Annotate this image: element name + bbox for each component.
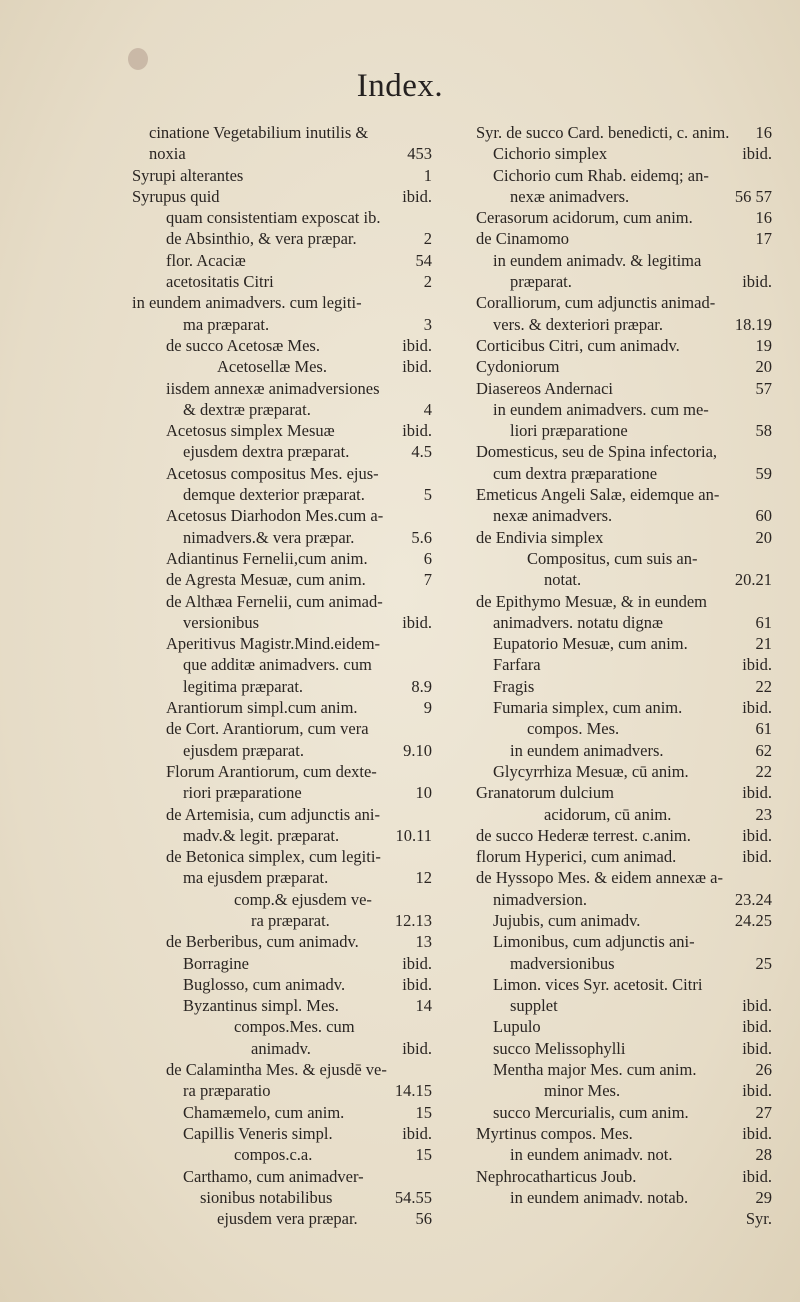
entry-page-ref: ibid. [742,1166,772,1186]
entry-page-ref: 23 [755,804,772,824]
index-entry [476,505,772,526]
entry-page-ref: ibid. [402,974,432,994]
index-entry [476,186,772,207]
index-entry [132,292,432,313]
index-entry [132,335,432,356]
index-entry [132,122,432,143]
index-entry [476,207,772,228]
index-entry [476,250,772,271]
entry-text: Cichorio simplex [493,144,608,164]
entry-page-ref: 2 [423,272,432,292]
entry-text: noxia [149,144,186,164]
index-entry [476,1123,772,1144]
left-index-column [132,122,432,1229]
index-entry [476,889,772,910]
index-entry [476,867,772,888]
index-entry [132,165,432,186]
entry-text: Cichorio cum Rhab. eidemq; an- [493,165,709,185]
index-entry [132,1144,432,1165]
entry-text: sionibus notabilibus [200,1187,333,1207]
index-entry [476,1059,772,1080]
entry-page-ref: 23.24 [734,889,772,909]
entry-page-ref: ibid. [402,186,432,206]
index-entry [476,953,772,974]
entry-text: quam consistentiam exposcat ib. [166,208,381,228]
index-entry [132,995,432,1016]
entry-text: riori præparatione [183,783,302,803]
entry-text: Borragine [183,953,249,973]
index-entry [476,271,772,292]
index-entry [132,825,432,846]
entry-page-ref: ibid. [742,847,772,867]
entry-text: de Hyssopo Mes. & eidem annexæ a- [476,868,723,888]
entry-page-ref: 61 [755,719,772,739]
entry-text: flor. Acaciæ [166,250,246,270]
entry-text: Farfara [493,655,541,675]
entry-text: & dextræ præparat. [183,399,311,419]
index-entry [132,1123,432,1144]
index-entry [132,186,432,207]
page-title: Index. [356,68,444,104]
entry-text: Buglosso, cum animadv. [183,974,346,994]
index-entry [132,399,432,420]
entry-text: in eundem animadv. not. [510,1145,673,1165]
entry-text: de Cinamomo [476,229,570,249]
entry-page-ref: 8.9 [411,676,432,696]
index-entry [476,1208,772,1229]
entry-page-ref: 17 [755,229,772,249]
index-entry [132,740,432,761]
entry-text: Granatorum dulcium [476,783,614,803]
entry-page-ref: ibid. [402,1123,432,1143]
index-entry [132,1038,432,1059]
entry-text: Mentha major Mes. cum anim. [493,1060,697,1080]
entry-page-ref: 56 57 [734,186,772,206]
index-entry [476,378,772,399]
entry-text: ma præparat. [183,314,270,334]
entry-text: succo Mercurialis, cum anim. [493,1102,689,1122]
entry-text: supplet [510,996,558,1016]
index-entry [132,1059,432,1080]
index-entry [132,143,432,164]
entry-page-ref: 18.19 [734,314,772,334]
entry-text: madversionibus [510,953,615,973]
entry-text: Acetosus Diarhodon Mes.cum a- [166,506,384,526]
index-entry [132,910,432,931]
ink-stain [128,48,148,70]
index-entry [132,207,432,228]
index-entry [476,995,772,1016]
index-entry [476,143,772,164]
entry-page-ref: 15 [415,1102,432,1122]
index-entry [132,378,432,399]
entry-page-ref: 13 [415,932,432,952]
entry-text: Syr. de succo Card. benedicti, c. anim. [476,123,730,142]
index-entry [476,974,772,995]
index-entry [476,1080,772,1101]
entry-page-ref: 22 [755,761,772,781]
entry-text: florum Hyperici, cum animad. [476,847,677,867]
entry-text: Jujubis, cum animadv. [493,910,641,930]
index-entry [132,1080,432,1101]
index-entry [476,654,772,675]
entry-page-ref: 7 [423,570,432,590]
entry-page-ref: ibid. [402,612,432,632]
index-entry [476,228,772,249]
index-entry [132,633,432,654]
index-entry [476,569,772,590]
index-entry [132,1166,432,1187]
entry-text: liori præparatione [510,421,628,441]
entry-text: Myrtinus compos. Mes. [476,1123,633,1143]
index-entry [132,250,432,271]
index-entry [476,761,772,782]
entry-text: de succo Acetosæ Mes. [166,335,320,355]
entry-text: Cerasorum acidorum, cum anim. [476,208,693,228]
entry-text: que additæ animadvers. cum [183,655,372,675]
entry-page-ref: 16 [755,208,772,228]
index-entry [476,1016,772,1037]
entry-text: Fumaria simplex, cum anim. [493,698,683,718]
entry-page-ref: 56 [415,1209,432,1229]
entry-text: Adiantinus Fernelii,cum anim. [166,548,368,568]
entry-page-ref: 54 [415,250,432,270]
entry-page-ref: 59 [755,463,772,483]
entry-page-ref: 12 [415,868,432,888]
index-entry [476,825,772,846]
entry-text: ejusdem dextra præparat. [183,442,350,462]
index-entry [132,1208,432,1229]
entry-page-ref: 26 [755,1060,772,1080]
entry-page-ref: 21 [755,634,772,654]
entry-text: Glycyrrhiza Mesuæ, cū anim. [493,761,689,781]
index-entry [476,399,772,420]
entry-text: Emeticus Angeli Salæ, eidemque an- [476,485,720,505]
entry-page-ref: 16 [755,123,772,142]
entry-text: Coralliorum, cum adjunctis animad- [476,293,716,313]
index-entry [476,1038,772,1059]
entry-text: Aperitivus Magistr.Mind.eidem- [166,634,381,654]
index-entry [132,974,432,995]
entry-text: Domesticus, seu de Spina infectoria, [476,442,718,462]
entry-text: madv.& legit. præparat. [183,825,340,845]
index-entry [476,931,772,952]
index-entry [132,867,432,888]
index-entry [132,931,432,952]
entry-text: Syrupi alterantes [132,165,244,185]
entry-text: animadv. [251,1038,311,1058]
entry-text: Carthamo, cum animadver- [183,1166,364,1186]
entry-page-ref: ibid. [402,1038,432,1058]
index-entry [476,484,772,505]
index-entry [476,165,772,186]
index-entry [132,527,432,548]
entry-page-ref: Syr. [745,1209,772,1229]
entry-text: de Calamintha Mes. & ejusdē ve- [166,1060,387,1080]
entry-page-ref: 20.21 [734,570,772,590]
index-entry [132,761,432,782]
entry-page-ref: ibid. [742,272,772,292]
entry-text: Limon. vices Syr. acetosit. Citri [493,974,703,994]
index-entry [132,953,432,974]
entry-page-ref: ibid. [742,996,772,1016]
index-entry [132,548,432,569]
entry-text: versionibus [183,612,260,632]
index-entry [476,463,772,484]
entry-page-ref: ibid. [402,421,432,441]
entry-text: Byzantinus simpl. Mes. [183,996,339,1016]
entry-page-ref: 58 [755,421,772,441]
entry-text: vers. & dexteriori præpar. [493,314,663,334]
entry-text: de Cort. Arantiorum, cum vera [166,719,369,739]
index-entry [476,612,772,633]
index-entry [132,782,432,803]
entry-text: Cydoniorum [476,357,560,377]
entry-text: præparat. [510,272,572,292]
index-entry [132,505,432,526]
entry-page-ref: 25 [755,953,772,973]
index-entry [132,612,432,633]
index-entry [476,292,772,313]
index-entry [132,420,432,441]
index-entry [132,356,432,377]
index-entry [132,804,432,825]
entry-text: compos.Mes. cum [234,1017,355,1037]
entry-page-ref: 15 [415,1145,432,1165]
entry-page-ref: ibid. [742,783,772,803]
index-entry [476,1187,772,1208]
index-entry [132,1102,432,1123]
right-index-column [476,122,772,1229]
entry-text: legitima præparat. [183,676,304,696]
entry-page-ref: 20 [755,357,772,377]
index-entry [132,271,432,292]
entry-page-ref: 22 [755,676,772,696]
entry-page-ref: 5 [423,485,432,505]
index-entry [476,122,772,143]
index-entry [132,569,432,590]
index-entry [476,1166,772,1187]
index-entry [476,1102,772,1123]
entry-text: in eundem animadv. & legitima [493,250,702,270]
entry-page-ref: ibid. [402,335,432,355]
entry-text: cum dextra præparatione [493,463,658,483]
entry-page-ref: 14.15 [394,1081,432,1101]
entry-text: de Althæa Fernelii, cum animad- [166,591,383,611]
index-entry [476,335,772,356]
entry-text: Acetosus compositus Mes. ejus- [166,463,379,483]
entry-text: in eundem animadvers. cum me- [493,399,709,419]
entry-text: in eundem animadvers. [510,740,664,760]
index-entry [132,1187,432,1208]
entry-text: Eupatorio Mesuæ, cum anim. [493,634,688,654]
entry-text: comp.& ejusdem ve- [234,889,372,909]
entry-page-ref: 9 [423,698,432,718]
entry-text: iisdem annexæ animadversiones [166,378,380,398]
entry-page-ref: 61 [755,612,772,632]
entry-text: Florum Arantiorum, cum dexte- [166,761,377,781]
entry-text: de succo Hederæ terrest. c.anim. [476,825,691,845]
entry-text: de Agresta Mesuæ, cum anim. [166,570,366,590]
index-entry [476,548,772,569]
entry-text: de Artemisia, cum adjunctis ani- [166,804,380,824]
entry-page-ref: 27 [755,1102,772,1122]
entry-text: Compositus, cum suis an- [527,548,698,568]
entry-page-ref: ibid. [742,655,772,675]
index-entry [132,846,432,867]
entry-page-ref: ibid. [742,698,772,718]
entry-page-ref: ibid. [742,1123,772,1143]
entry-text: de Endivia simplex [476,527,604,547]
index-entry [132,228,432,249]
entry-page-ref: 60 [755,506,772,526]
entry-text: Nephrocatharticus Joub. [476,1166,637,1186]
entry-text: Diasereos Andernaci [476,378,613,398]
entry-text: de Absinthio, & vera præpar. [166,229,357,249]
entry-text: Corticibus Citri, cum animadv. [476,335,680,355]
index-entry [132,484,432,505]
index-entry [132,697,432,718]
index-entry [476,676,772,697]
index-entry [476,420,772,441]
entry-page-ref: 2 [423,229,432,249]
index-entry [132,676,432,697]
entry-page-ref: ibid. [742,1017,772,1037]
index-entry [476,910,772,931]
entry-text: nexæ animadvers. [510,186,630,206]
entry-page-ref: 1 [423,165,432,185]
index-entry [476,356,772,377]
index-entry [476,804,772,825]
entry-page-ref: ibid. [402,953,432,973]
entry-page-ref: ibid. [742,1038,772,1058]
index-entry [476,314,772,335]
entry-text: Lupulo [493,1017,541,1037]
index-entry [476,441,772,462]
entry-page-ref: 5.6 [411,527,432,547]
entry-page-ref: 28 [755,1145,772,1165]
index-entry [476,633,772,654]
entry-text: Chamæmelo, cum anim. [183,1102,345,1122]
index-entry [476,697,772,718]
entry-text: Limonibus, cum adjunctis ani- [493,932,695,952]
index-entry [132,441,432,462]
entry-text: acidorum, cū anim. [544,804,672,824]
index-entry [132,718,432,739]
entry-text: in eundem animadvers. cum legiti- [132,293,362,313]
entry-page-ref: 62 [755,740,772,760]
entry-page-ref: 29 [755,1187,772,1207]
entry-page-ref: ibid. [742,825,772,845]
entry-text: ra præparat. [251,910,330,930]
entry-text: ma ejusdem præparat. [183,868,329,888]
entry-page-ref: 6 [423,548,432,568]
entry-page-ref: 9.10 [403,740,432,760]
index-entry [132,889,432,910]
entry-page-ref: 19 [755,335,772,355]
entry-text: succo Melissophylli [493,1038,626,1058]
entry-text: acetositatis Citri [166,272,274,292]
index-entry [132,654,432,675]
index-entry [132,1016,432,1037]
entry-page-ref: 4 [423,399,432,419]
index-entry [132,591,432,612]
entry-page-ref: 57 [755,378,772,398]
entry-page-ref: 12.13 [394,910,432,930]
entry-text: ejusdem præparat. [183,740,304,760]
index-entry [476,1144,772,1165]
entry-text: compos.c.a. [234,1145,313,1165]
index-entry [476,527,772,548]
entry-page-ref: 14 [415,996,432,1016]
entry-text: de Epithymo Mesuæ, & in eundem [476,591,707,611]
entry-page-ref: 54.55 [394,1187,432,1207]
entry-text: de Berberibus, cum animadv. [166,932,359,952]
entry-text: ejusdem vera præpar. [217,1209,358,1229]
entry-text: Syrupus quid [132,186,220,206]
entry-page-ref: ibid. [742,144,772,164]
entry-text: Capillis Veneris simpl. [183,1123,333,1143]
entry-text: Acetosellæ Mes. [217,357,327,377]
entry-text: cinatione Vegetabilium inutilis & [149,123,369,142]
index-entry [132,314,432,335]
index-entry [476,591,772,612]
entry-text: de Betonica simplex, cum legiti- [166,847,381,867]
entry-text: demque dexterior præparat. [183,485,365,505]
entry-page-ref: ibid. [402,357,432,377]
entry-text: Arantiorum simpl.cum anim. [166,698,358,718]
index-entry [132,463,432,484]
entry-page-ref: 453 [407,144,432,164]
entry-page-ref: 10 [415,783,432,803]
entry-text: animadvers. notatu dignæ [493,612,664,632]
index-entry [476,740,772,761]
entry-text: Acetosus simplex Mesuæ [166,421,335,441]
entry-page-ref: 10.11 [395,825,432,845]
entry-text: Fragis [493,676,535,696]
entry-page-ref: 24.25 [734,910,772,930]
entry-text: in eundem animadv. notab. [510,1187,689,1207]
entry-page-ref: 4.5 [411,442,432,462]
entry-page-ref: 20 [755,527,772,547]
entry-text: ra præparatio [183,1081,271,1101]
index-entry [476,846,772,867]
entry-page-ref: 3 [423,314,432,334]
entry-page-ref: ibid. [742,1081,772,1101]
entry-text: nimadversion. [493,889,587,909]
index-entry [476,782,772,803]
index-entry [476,718,772,739]
entry-text: notat. [544,570,582,590]
entry-text: nexæ animadvers. [493,506,613,526]
entry-text: compos. Mes. [527,719,620,739]
entry-text: nimadvers.& vera præpar. [183,527,355,547]
entry-text: minor Mes. [544,1081,621,1101]
